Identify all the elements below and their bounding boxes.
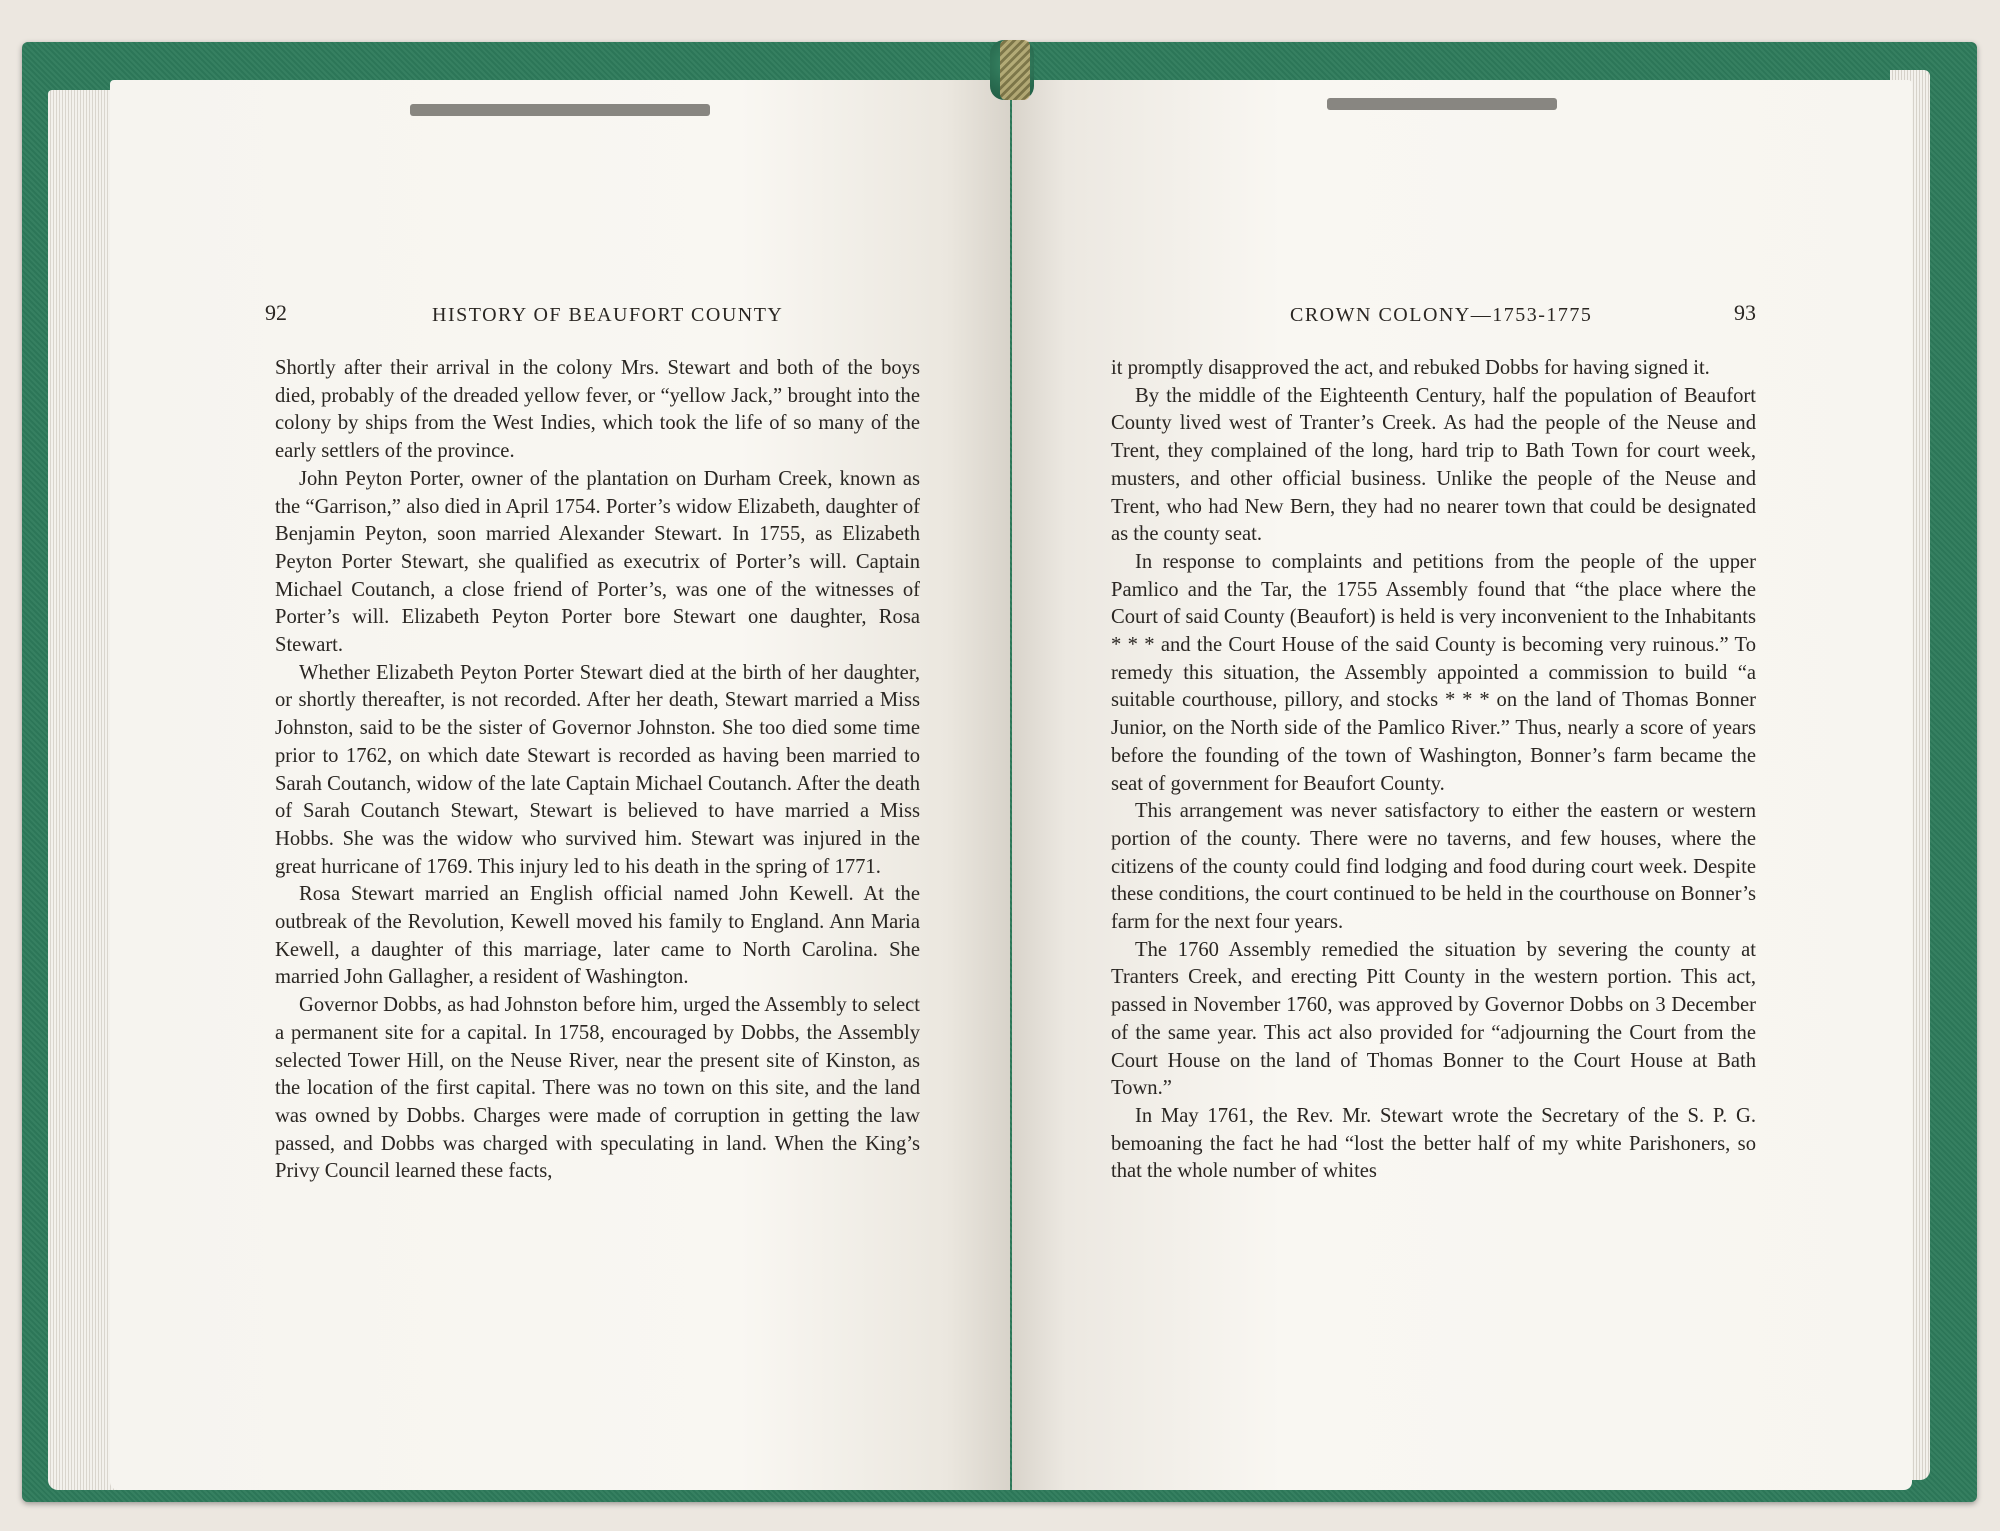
- paragraph: The 1760 Assembly remedied the situation by severing the county at Tranters Creek, and erecting Pitt County in the western portion. This act, passed in November 1760, was approved by Governor Dobbs on 3 December of the same year. This act also provided for “adjourning the Court from the Court House on the land of Thomas Bonner to the Court House at Bath Town.”: [1111, 938, 1756, 1100]
- paragraph: Shortly after their arrival in the colony Mrs. Stewart and both of the boys died, probably of the dreaded yellow fever, or “yellow Jack,” brought into the colony by ships from the West Indies, which took the life of so many of the early settlers of the province.: [275, 357, 920, 463]
- paragraph: Rosa Stewart married an English official named John Kewell. At the outbreak of the Revolution, Kewell moved his family to England. Ann Maria Kewell, a daughter of this marriage, later came to North Carolina. She married John Gallagher, a resident of Washington.: [275, 883, 920, 989]
- paragraph: By the middle of the Eighteenth Century, half the population of Beaufort County lived west of Tranter’s Creek. As had the people of the Neuse and Trent, they complained of the long, hard trip to Bath Town for court week, musters, and other official business. Unlike the people of the Neuse and Trent, who had New Bern, they had no nearer town that could be designated as the county seat.: [1111, 384, 1756, 546]
- page-number: 93: [1734, 300, 1756, 325]
- paragraph: Whether Elizabeth Peyton Porter Stewart died at the birth of her daughter, or shortly thereafter, is not recorded. After her death, Stewart married a Miss Johnston, said to be the sister of Governor Johnston. She too died some time prior to 1762, on which date Stewart is recorded as having been married to Sarah Coutanch, widow of the late Captain Michael Coutanch. After the death of Sarah Coutanch Stewart, Stewart is believed to have married a Miss Hobbs. She was the widow who survived him. Stewart was injured in the great hurricane of 1769. This injury led to his death in the spring of 1771.: [275, 661, 920, 878]
- paragraph: it promptly disapproved the act, and rebuked Dobbs for having signed it.: [1111, 357, 1710, 379]
- running-head: CROWN COLONY—1753-1775: [1290, 304, 1593, 326]
- page-number: 92: [265, 300, 287, 325]
- paragraph: In response to complaints and petitions from the people of the upper Pamlico and the Tar, the 1755 Assembly found that “the place where the Court of said County (Beaufort) is held is very inconvenient to the Inhabitants * * * and the Court House of the said County is becoming very ruinous.” To remedy this situation, the Assembly appointed a commission to build “a suitable courthouse, pillory, and stocks * * * on the land of Thomas Bonner Junior, on the North side of the Pamlico River.” Thus, nearly a score of years before the founding of the town of Washington, Bonner’s farm became the seat of government for Beaufort County.: [1111, 550, 1756, 795]
- show-through-mark: [1327, 98, 1557, 110]
- body-text: [275, 355, 920, 1186]
- paragraph: This arrangement was never satisfactory to either the eastern or western portion of the county. There were no taverns, and few houses, where the citizens of the county could find lodging and food during court week. Despite these conditions, the court continued to be held in the courthouse on Bonner’s farm for the next four years.: [1111, 800, 1756, 934]
- paragraph: In May 1761, the Rev. Mr. Stewart wrote the Secretary of the S. P. G. bemoaning the fact he had “lost the better half of my white Parishoners, so that the whole number of whites: [1111, 1104, 1756, 1183]
- right-page: [1012, 80, 1912, 1490]
- paragraph: Governor Dobbs, as had Johnston before him, urged the Assembly to select a permanent site for a capital. In 1758, encouraged by Dobbs, the Assembly selected Tower Hill, on the Neuse River, near the present site of Kinston, as the location of the first capital. There was no town on this site, and the land was owned by Dobbs. Charges were made of corruption in getting the law passed, and Dobbs was charged with speculating in land. When the King’s Privy Council learned these facts,: [275, 994, 920, 1183]
- show-through-mark: [410, 104, 710, 116]
- running-head: HISTORY OF BEAUFORT COUNTY: [432, 304, 784, 326]
- page-edges-left: [48, 90, 118, 1490]
- left-page: [110, 80, 1010, 1490]
- ribbon-bookmark: [1000, 40, 1030, 100]
- body-text: [1111, 355, 1756, 1186]
- paragraph: John Peyton Porter, owner of the plantation on Durham Creek, known as the “Garrison,” also died in April 1754. Porter’s widow Elizabeth, daughter of Benjamin Peyton, soon married Alexander Stewart. In 1755, as Elizabeth Peyton Porter Stewart, she qualified as executrix of Porter’s will. Captain Michael Coutanch, a close friend of Porter’s, was one of the witnesses of Porter’s will. Elizabeth Peyton Porter bore Stewart one daughter, Rosa Stewart.: [275, 467, 920, 657]
